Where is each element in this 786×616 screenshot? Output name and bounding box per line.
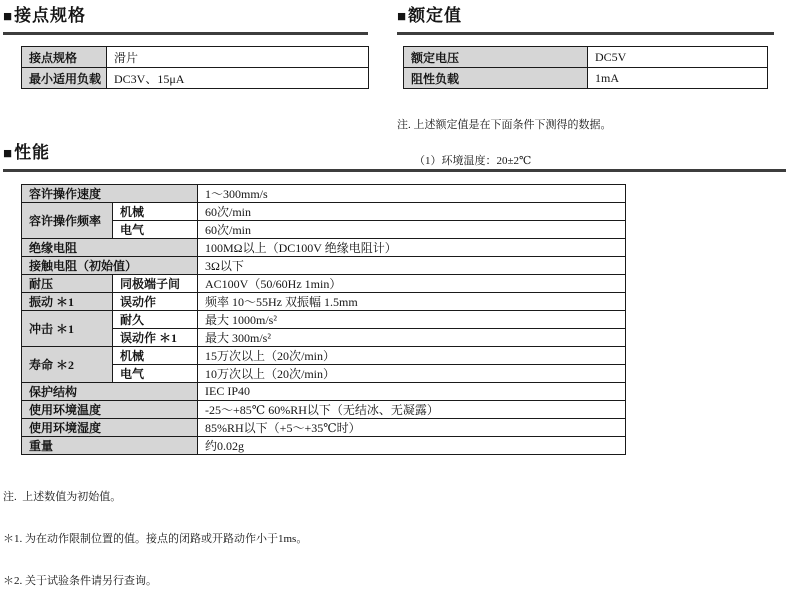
perf-label-cell: 保护结构 xyxy=(22,383,198,401)
rating-label-cell: 额定电压 xyxy=(404,47,588,68)
note-line: （1）环境温度：20±2℃ xyxy=(414,155,532,167)
note-line: 注. 上述数值为初始值。 xyxy=(3,491,122,503)
section-marker-icon: ■ xyxy=(3,145,14,162)
table-row xyxy=(22,185,626,203)
perf-sublabel-cell: 误动作 xyxy=(113,293,198,311)
spec-value-cell: DC3V、15μA xyxy=(107,68,369,89)
table-row xyxy=(22,311,626,329)
perf-label-cell: 重量 xyxy=(22,437,198,455)
perf-value-cell: 85%RH以下（+5～+35℃时） xyxy=(198,419,626,437)
perf-label-cell: 振动 ＊1 xyxy=(22,293,113,311)
perf-value-cell: 频率 10～55Hz 双振幅 1.5mm xyxy=(198,293,626,311)
table-row xyxy=(22,401,626,419)
perf-label-cell: 接触电阻（初始值） xyxy=(22,257,198,275)
perf-value-cell: 最大 1000m/s² xyxy=(198,311,626,329)
performance-section-title xyxy=(3,143,786,172)
performance-notes xyxy=(3,462,786,616)
perf-value-cell: 1～300mm/s xyxy=(198,185,626,203)
table-row xyxy=(22,293,626,311)
perf-label-cell: 容许操作速度 xyxy=(22,185,198,203)
perf-value-cell: 3Ω以下 xyxy=(198,257,626,275)
perf-sublabel-cell: 电气 xyxy=(113,365,198,383)
perf-label-cell: 容许操作频率 xyxy=(22,203,113,239)
ratings-section-title xyxy=(397,6,774,35)
perf-label-cell: 使用环境湿度 xyxy=(22,419,198,437)
table-row xyxy=(22,383,626,401)
note-heading: 注. 上述额定值是在下面条件下测得的数据。 xyxy=(397,119,612,131)
contact-spec-table xyxy=(21,46,369,89)
table-row xyxy=(404,68,768,89)
perf-value-cell: IEC IP40 xyxy=(198,383,626,401)
table-row xyxy=(22,257,626,275)
perf-value-cell: 60次/min xyxy=(198,221,626,239)
perf-sublabel-cell: 机械 xyxy=(113,347,198,365)
performance-table xyxy=(21,184,626,455)
table-row xyxy=(22,365,626,383)
rating-value-cell: DC5V xyxy=(588,47,768,68)
perf-value-cell: 100MΩ以上（DC100V 绝缘电阻计） xyxy=(198,239,626,257)
table-row xyxy=(22,437,626,455)
perf-sublabel-cell: 耐久 xyxy=(113,311,198,329)
contact-spec-section xyxy=(3,6,368,89)
perf-label-cell: 绝缘电阻 xyxy=(22,239,198,257)
spec-label-cell: 接点规格 xyxy=(22,47,107,68)
performance-section xyxy=(3,143,786,616)
rating-label-cell: 阻性负载 xyxy=(404,68,588,89)
perf-sublabel-cell: 电气 xyxy=(113,221,198,239)
table-row xyxy=(22,239,626,257)
perf-value-cell: -25～+85℃ 60%RH以下（无结冰、无凝露） xyxy=(198,401,626,419)
table-row xyxy=(22,221,626,239)
perf-label-cell: 寿命 ＊2 xyxy=(22,347,113,383)
table-row xyxy=(22,47,369,68)
table-row xyxy=(404,47,768,68)
perf-label-cell: 耐压 xyxy=(22,275,113,293)
table-row xyxy=(22,275,626,293)
table-row xyxy=(22,329,626,347)
table-row xyxy=(22,419,626,437)
section-marker-icon: ■ xyxy=(3,8,14,25)
contact-spec-section-title xyxy=(3,6,368,35)
perf-sublabel-cell: 同极端子间 xyxy=(113,275,198,293)
perf-label-cell: 冲击 ＊1 xyxy=(22,311,113,347)
table-row xyxy=(22,203,626,221)
perf-value-cell: 约0.02g xyxy=(198,437,626,455)
perf-value-cell: 10万次以上（20次/min） xyxy=(198,365,626,383)
perf-label-cell: 使用环境温度 xyxy=(22,401,198,419)
section-title-text: 额定值 xyxy=(408,6,463,25)
perf-sublabel-cell: 误动作 ＊1 xyxy=(113,329,198,347)
perf-value-cell: AC100V（50/60Hz 1min） xyxy=(198,275,626,293)
spec-value-cell: 滑片 xyxy=(107,47,369,68)
note-line: ＊2. 关于试验条件请另行查询。 xyxy=(3,575,157,587)
spec-label-cell: 最小适用负载 xyxy=(22,68,107,89)
rating-value-cell: 1mA xyxy=(588,68,768,89)
ratings-table xyxy=(403,46,768,89)
table-row xyxy=(22,347,626,365)
note-line: ＊1. 为在动作限制位置的值。接点的闭路或开路动作小于1ms。 xyxy=(3,533,308,545)
perf-value-cell: 60次/min xyxy=(198,203,626,221)
table-row xyxy=(22,68,369,89)
section-title-text: 性能 xyxy=(14,143,51,162)
section-title-text: 接点规格 xyxy=(14,6,87,25)
perf-value-cell: 15万次以上（20次/min） xyxy=(198,347,626,365)
perf-sublabel-cell: 机械 xyxy=(113,203,198,221)
perf-value-cell: 最大 300m/s² xyxy=(198,329,626,347)
section-marker-icon: ■ xyxy=(397,8,408,25)
